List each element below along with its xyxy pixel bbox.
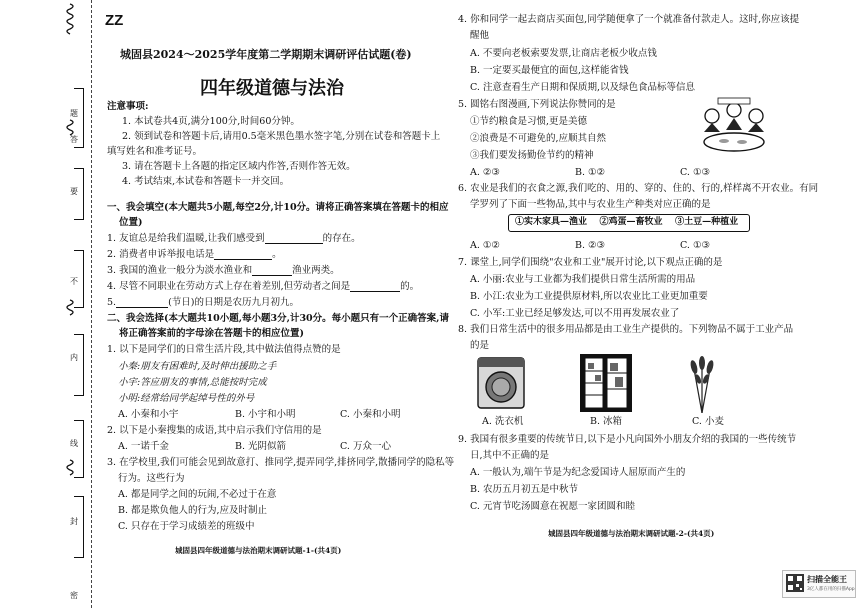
mc-q9-stem-2: 日,其中不正确的是 [470, 450, 550, 461]
bracket-4 [74, 334, 84, 396]
mc-q5-option-c[interactable]: C. ①③ [680, 167, 711, 178]
mc-q8-stem-2: 的是 [470, 340, 490, 351]
watermark-sub: 3亿人都在用的扫描App [807, 587, 855, 592]
mc-q9-option-a[interactable]: A. 一般认为,端午节是为纪念爱国诗人屈原而产生的 [470, 467, 686, 478]
mc-q4-stem-2: 醒他 [470, 30, 490, 41]
mc-q2-option-b[interactable]: B. 光阴似箭 [235, 441, 287, 452]
mc-q2-stem: 2. 以下是小秦搜集的成语,其中启示我们守信用的是 [107, 425, 322, 436]
subject-title: 四年级道德与法治 [200, 78, 344, 99]
section1-heading: 一、我会填空(本大题共5小题,每空2分,计10分。请将正确答案填在答题卡的相应 [107, 202, 449, 213]
section1-heading-2: 位置) [119, 217, 143, 228]
footer-right: 城固县四年级道德与法治期末调研试题-2-(共4页) [548, 529, 715, 538]
mc-q8-option-b[interactable]: B. 冰箱 [590, 416, 623, 427]
notice-item-3: 3. 请在答题卡上各题的指定区域内作答,否则作答无效。 [122, 161, 356, 172]
notice-item-1: 1. 本试卷共4页,满分100分,时间60分钟。 [122, 116, 300, 127]
mc-q1-option-b[interactable]: B. 小宇和小明 [235, 409, 296, 420]
binding-char: 题 [70, 109, 78, 118]
mc-q6-option-b[interactable]: B. ②③ [575, 240, 606, 251]
mc-q5-option-a[interactable]: A. ②③ [470, 167, 500, 178]
mc-q7-stem: 7. 课堂上,同学们围绕"农业和工业"展开讨论,以下观点正确的是 [458, 257, 723, 268]
fill-question-1: 1. 友谊总是给我们温暖,让我们感受到 的存在。 [107, 233, 361, 244]
mc-q3-option-c[interactable]: C. 只存在于学习成绩差的班级中 [118, 521, 255, 532]
notice-item-2b: 填写姓名和准考证号。 [107, 146, 203, 157]
footer-left: 城固县四年级道德与法治期末调研试题-1-(共4页) [175, 546, 342, 555]
washing-machine-icon [476, 356, 526, 410]
qr-code-icon [786, 574, 804, 592]
fill-question-5: 5. (节日)的日期是农历九月初九。 [107, 297, 299, 308]
q6-items-text: ①实木家具—渔业 ②鸡蛋—畜牧业 ③土豆—种植业 [515, 217, 739, 227]
answer-blank[interactable] [116, 298, 168, 308]
mc-q4-option-c[interactable]: C. 注意查看生产日期和保质期,以及绿色食品标等信息 [470, 82, 695, 93]
mc-q7-option-b[interactable]: B. 小江:农业为工业提供原材料,所以农业比工业更加重要 [470, 291, 708, 302]
binding-char: 答 [70, 135, 78, 144]
mc-q5-option-b[interactable]: B. ①② [575, 167, 606, 178]
answer-blank[interactable] [214, 250, 272, 260]
mc-q3-option-b[interactable]: B. 都是欺负他人的行为,应及时制止 [118, 505, 268, 516]
binding-char: 密 [70, 591, 78, 600]
exam-title: 城固县2024～2025学年度第二学期期末调研评估试题(卷) [120, 48, 412, 61]
mc-q1-option-c[interactable]: C. 小秦和小明 [340, 409, 401, 420]
mc-q1-line-2: 小宇:答应朋友的事情,总能按时完成 [118, 377, 267, 388]
logo: ZZ [105, 12, 124, 29]
mc-q1-stem: 1. 以下是同学们的日常生活片段,其中做法值得点赞的是 [107, 344, 341, 355]
answer-blank[interactable] [252, 266, 292, 276]
notice-heading: 注意事项: [107, 101, 149, 112]
refrigerator-icon [579, 353, 633, 413]
answer-blank[interactable] [265, 234, 323, 244]
binding-char: 要 [70, 187, 78, 196]
mc-q5-stem: 5. 圆铭右图漫画,下列说法你赞同的是 [458, 99, 616, 110]
fill-question-4: 4. 尽管不同职业在劳动方式上存在着差别,但劳动者之间是 的。 [107, 281, 420, 292]
mc-q6-option-c[interactable]: C. ①③ [680, 240, 711, 251]
binding-char: 封 [70, 517, 78, 526]
bracket-5 [74, 420, 84, 478]
mc-q1-line-1: 小秦:朋友有困难时,及时伸出援助之手 [118, 361, 277, 372]
mc-q6-stem-2: 学罗列了下面一些物品,其中与农业生产种类对应正确的是 [470, 199, 711, 210]
binding-line [91, 0, 92, 608]
mc-q7-option-c[interactable]: C. 小军:工业已经足够发达,可以不用再发展农业了 [470, 308, 680, 319]
section2-heading: 二、我会选择(本大题共10小题,每小题3分,计30分。每小题只有一个正确答案,请 [107, 313, 449, 324]
mc-q8-option-c[interactable]: C. 小麦 [692, 416, 724, 427]
watermark-label: 扫描全能王 [807, 575, 847, 584]
mc-q6-option-a[interactable]: A. ①② [470, 240, 500, 251]
mc-q3-stem-2: 行为。这些行为 [118, 473, 185, 484]
binding-char: 不 [70, 277, 78, 286]
mc-q3-option-a[interactable]: A. 都是同学之间的玩闹,不必过于在意 [118, 489, 277, 500]
section2-heading-2: 将正确答案前的字母涂在答题卡的相应位置) [119, 328, 304, 339]
scanner-watermark [782, 570, 856, 598]
notice-item-2: 2. 领到试卷和答题卡后,请用0.5毫米黑色墨水签字笔,分别在试卷和答题卡上 [122, 131, 441, 142]
mc-q8-stem: 8. 我们日常生活中的很多用品都是由工业生产提供的。下列物品不属于工业产品 [458, 324, 794, 335]
mc-q9-stem: 9. 我国有很多重要的传统节日,以下是小凡向国外小朋友介绍的我国的一些传统节 [458, 434, 797, 445]
q6-items-box [508, 214, 750, 232]
mc-q7-option-a[interactable]: A. 小丽:农业与工业都为我们提供日常生活所需的用品 [470, 274, 696, 285]
mc-q4-option-b[interactable]: B. 一定要买最便宜的面包,这样能省钱 [470, 65, 629, 76]
mc-q5-line-3: ③我们要发扬勤俭节约的精神 [470, 150, 594, 161]
mc-q1-line-3: 小明:经常给同学起绰号性的外号 [118, 393, 255, 404]
mc-q5-line-2: ②浪费是不可避免的,应顺其自然 [470, 133, 607, 144]
mc-q1-option-a[interactable]: A. 小秦和小宇 [118, 409, 179, 420]
mc-q3-stem: 3. 在学校里,我们可能会见到故意打、推同学,提弄同学,排挤同学,散播同学的隐私等 [107, 457, 455, 468]
mc-q9-option-c[interactable]: C. 元宵节吃汤圆意在祝愿一家团圆和睦 [470, 501, 635, 512]
binding-char: 线 [70, 439, 78, 448]
bracket-6 [74, 496, 84, 558]
fill-question-2: 2. 消费者申诉举报电话是 。 [107, 249, 282, 260]
notice-item-4: 4. 考试结束,本试卷和答题卡一并交回。 [122, 176, 290, 187]
mc-q8-option-a[interactable]: A. 洗衣机 [482, 416, 524, 427]
mc-q2-option-a[interactable]: A. 一诺千金 [118, 441, 169, 452]
binding-char: 内 [70, 353, 78, 362]
wheat-icon [684, 355, 720, 413]
comic-illustration [698, 96, 770, 160]
answer-blank[interactable] [350, 282, 400, 292]
mc-q5-line-1: ①节约粮食是习惯,更是美德 [470, 116, 588, 127]
mc-q4-option-a[interactable]: A. 不要向老板索要发票,让商店老板少收点钱 [470, 48, 657, 59]
mc-q2-option-c[interactable]: C. 万众一心 [340, 441, 391, 452]
mc-q6-stem: 6. 农业是我们的衣食之源,我们吃的、用的、穿的、住的、行的,样样离不开农业。有同 [458, 183, 819, 194]
mc-q4-stem: 4. 你和同学一起去商店买面包,同学随便拿了一个就准备付款走人。这时,你应该提 [458, 14, 800, 25]
fill-question-3: 3. 我国的渔业一般分为淡水渔业和 渔业两类。 [107, 265, 340, 276]
mc-q9-option-b[interactable]: B. 农历五月初五是中秋节 [470, 484, 579, 495]
